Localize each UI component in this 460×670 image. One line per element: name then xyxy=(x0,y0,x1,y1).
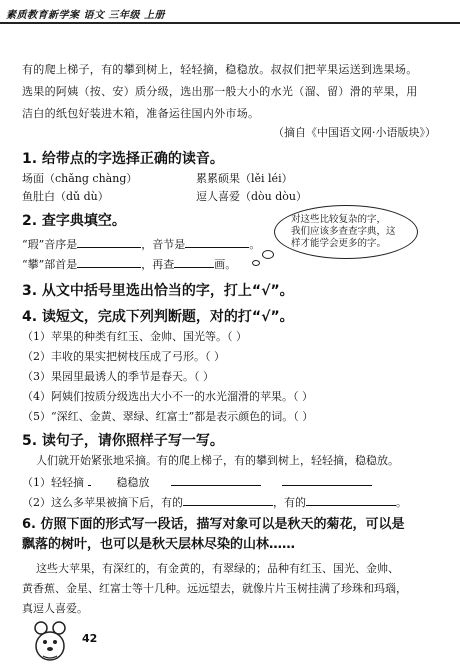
q2-row1-end: 。 xyxy=(249,238,261,251)
q4-item-3: （3）果园里最诱人的季节是春天。（ ） xyxy=(22,370,214,383)
passage-line-3: 洁白的纸包好装进木箱，准备运往国内外市场。 xyxy=(22,107,260,120)
q2-row2-prefix: “攀”部首是 xyxy=(22,258,78,271)
question-4-title: 4. 读短文，完成下列判断题，对的打“√”。 xyxy=(22,309,294,325)
q2-blank-1[interactable] xyxy=(77,236,141,248)
cartoon-mascot-icon xyxy=(30,618,70,662)
passage-source: （摘自《中国语文网·小语版块》） xyxy=(273,126,436,139)
q5-blank-1[interactable] xyxy=(171,474,261,486)
q2-blank-4[interactable] xyxy=(174,256,214,268)
q5-blank-3[interactable] xyxy=(183,494,273,506)
question-2-title: 2. 查字典填空。 xyxy=(22,213,126,229)
question-6-title-line-1: 6. 仿照下面的形式写一段话，描写对象可以是秋天的菊花，可以是 xyxy=(22,517,405,532)
q4-item-1: （1）苹果的种类有红玉、金帅、国光等。（ ） xyxy=(22,330,247,343)
q5-row2-end: 。 xyxy=(396,496,407,509)
q1-option-1: 场面（chǎng chàng） xyxy=(22,172,138,185)
q1-option-4: 逗人喜爱（dòu dòu） xyxy=(196,190,307,203)
q2-blank-3[interactable] xyxy=(77,256,141,268)
q2-row1-prefix: “瑕”音序是 xyxy=(22,238,78,251)
q5-row-2 xyxy=(22,494,407,510)
q5-example: 人们就开始紧张地采摘。有的爬上梯子，有的攀到树上，轻轻摘，稳稳放。 xyxy=(36,454,399,467)
q6-example-line-3: 真逗人喜爱。 xyxy=(22,602,88,615)
question-6-title-line-2: 飘落的树叶，也可以是秋天层林尽染的山林…… xyxy=(22,537,296,552)
q5-dotted-marker xyxy=(88,485,90,486)
question-5-title: 5. 读句子，请你照样子写一写。 xyxy=(22,433,224,449)
tip-speech-bubble xyxy=(274,205,418,259)
header-rule xyxy=(0,22,460,24)
q5-blank-2[interactable] xyxy=(282,474,372,486)
q4-item-4: （4）阿姨们按质分级选出大小不一的水光溜滑的苹果。（ ） xyxy=(22,390,313,403)
q2-row-1 xyxy=(22,236,260,252)
tip-line-3: 样才能学会更多的字。 xyxy=(291,238,387,249)
q6-example-line-1: 这些大苹果，有深红的，有金黄的，有翠绿的；品种有红玉、国光、金帅、 xyxy=(36,562,399,575)
q1-option-3: 鱼肚白（dǔ dù） xyxy=(22,190,109,203)
q2-row2-end: 画。 xyxy=(214,258,237,271)
page-number: 42 xyxy=(82,632,98,645)
q5-row2-mid: ，有的 xyxy=(273,496,306,509)
tip-line-1: 对这些比较复杂的字， xyxy=(291,214,387,225)
passage-line-1: 有的爬上梯子，有的攀到树上，轻轻摘，稳稳放。叔叔们把苹果运送到选果场。 xyxy=(22,63,418,76)
q2-blank-2[interactable] xyxy=(185,236,249,248)
q5-blank-4[interactable] xyxy=(306,494,396,506)
q5-row2-prefix: （2）这么多苹果被摘下后，有的 xyxy=(22,496,183,509)
question-3-title: 3. 从文中括号里选出恰当的字，打上“√”。 xyxy=(22,283,294,299)
bubble-tail-large xyxy=(262,250,274,259)
header-title: 素质教育新学案 语文 三年级 上册 xyxy=(6,10,165,21)
page-header xyxy=(0,0,460,30)
q4-item-5: （5）“深红、金黄、翠绿、红富士”都是表示颜色的词。（ ） xyxy=(22,410,314,423)
q2-row2-mid: ，再查 xyxy=(141,258,175,271)
passage-line-2: 选果的阿姨（按、安）质分级，选出那一般大小的水光（溜、留）滑的苹果，用 xyxy=(22,85,418,98)
q5-row1-a: （1）轻轻摘 xyxy=(22,476,84,489)
q5-row1-b: 稳稳放 xyxy=(116,476,150,489)
q6-example-line-2: 黄香蕉、金星、红富士等十几种。远远望去，就像片片玉树挂满了珍珠和玛瑙， xyxy=(22,582,407,595)
tip-line-2: 我们应该多查查字典，这 xyxy=(291,226,396,237)
q2-row-2 xyxy=(22,256,236,272)
q5-row-1 xyxy=(22,474,372,490)
bubble-tail-small xyxy=(252,260,260,266)
question-1-title: 1. 给带点的字选择正确的读音。 xyxy=(22,151,224,167)
q4-item-2: （2）丰收的果实把树枝压成了弓形。（ ） xyxy=(22,350,225,363)
q2-row1-mid: ，音节是 xyxy=(141,238,186,251)
q1-option-2: 累累硕果（lěi léi） xyxy=(196,172,293,185)
